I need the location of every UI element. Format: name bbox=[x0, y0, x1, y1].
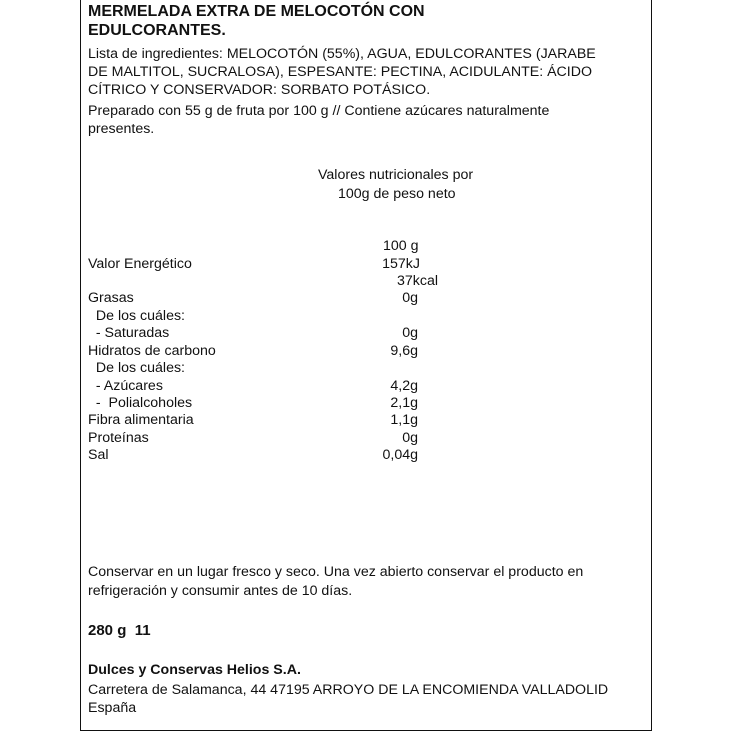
product-title-line-1: MERMELADA EXTRA DE MELOCOTÓN CON bbox=[88, 3, 425, 20]
preparation-line-1: Preparado con 55 g de fruta por 100 g // Contiene azúcares naturalmente bbox=[88, 103, 550, 119]
nutrient-value: 0g bbox=[402, 430, 418, 446]
nutrient-label: Valor Energético bbox=[88, 256, 192, 272]
ingredients-line-3: CÍTRICO Y CONSERVADOR: SORBATO POTÁSICO. bbox=[88, 82, 431, 98]
nutrient-value: 1,1g bbox=[390, 412, 418, 428]
nutrient-value: 2,1g bbox=[390, 395, 418, 411]
nutrient-label: Hidratos de carbono bbox=[88, 343, 216, 359]
storage-line-2: refrigeración y consumir antes de 10 días. bbox=[88, 583, 353, 599]
ingredients-line-1: Lista de ingredientes: MELOCOTÓN (55%), AGUA, EDULCORANTES (JARABE bbox=[88, 46, 596, 62]
company-address: Carretera de Salamanca, 44 47195 ARROYO DE LA ENCOMIENDA VALLADOLID bbox=[88, 682, 609, 698]
nutrient-value: 0,04g bbox=[382, 447, 418, 463]
preparation-line-2: presentes. bbox=[88, 121, 155, 137]
nutrient-value: 157kJ bbox=[382, 256, 420, 272]
nutrient-label: Grasas bbox=[88, 290, 134, 306]
company-name: Dulces y Conservas Helios S.A. bbox=[88, 662, 301, 678]
storage-line-1: Conservar en un lugar fresco y seco. Una vez abierto conservar el producto en bbox=[88, 564, 584, 580]
nutrition-header-line-1: Valores nutricionales por bbox=[318, 167, 474, 183]
nutrient-label: De los cuáles: bbox=[88, 308, 185, 324]
nutrient-label: Sal bbox=[88, 447, 109, 463]
nutrient-value: 0g bbox=[402, 325, 418, 341]
nutrition-column-header: 100 g bbox=[383, 238, 419, 254]
nutrient-label: De los cuáles: bbox=[88, 360, 185, 376]
nutrient-label: - Azúcares bbox=[88, 378, 163, 394]
product-title-line-2: EDULCORANTES. bbox=[88, 22, 226, 39]
nutrient-label: - Polialcoholes bbox=[88, 395, 193, 411]
net-weight: 280 g 11 bbox=[88, 622, 151, 639]
nutrient-value: 0g bbox=[402, 290, 418, 306]
nutrient-label: Fibra alimentaria bbox=[88, 412, 194, 428]
nutrient-value: 37kcal bbox=[396, 273, 438, 289]
ingredients-line-2: DE MALTITOL, SUCRALOSA), ESPESANTE: PECTINA, ACIDULANTE: ÁCIDO bbox=[88, 64, 593, 80]
nutrition-header-line-2: 100g de peso neto bbox=[338, 186, 456, 202]
nutrient-value: 9,6g bbox=[390, 343, 418, 359]
nutrient-label: - Saturadas bbox=[88, 325, 170, 341]
nutrient-label: Proteínas bbox=[88, 430, 149, 446]
nutrient-value: 4,2g bbox=[390, 378, 418, 394]
company-country: España bbox=[88, 700, 137, 716]
